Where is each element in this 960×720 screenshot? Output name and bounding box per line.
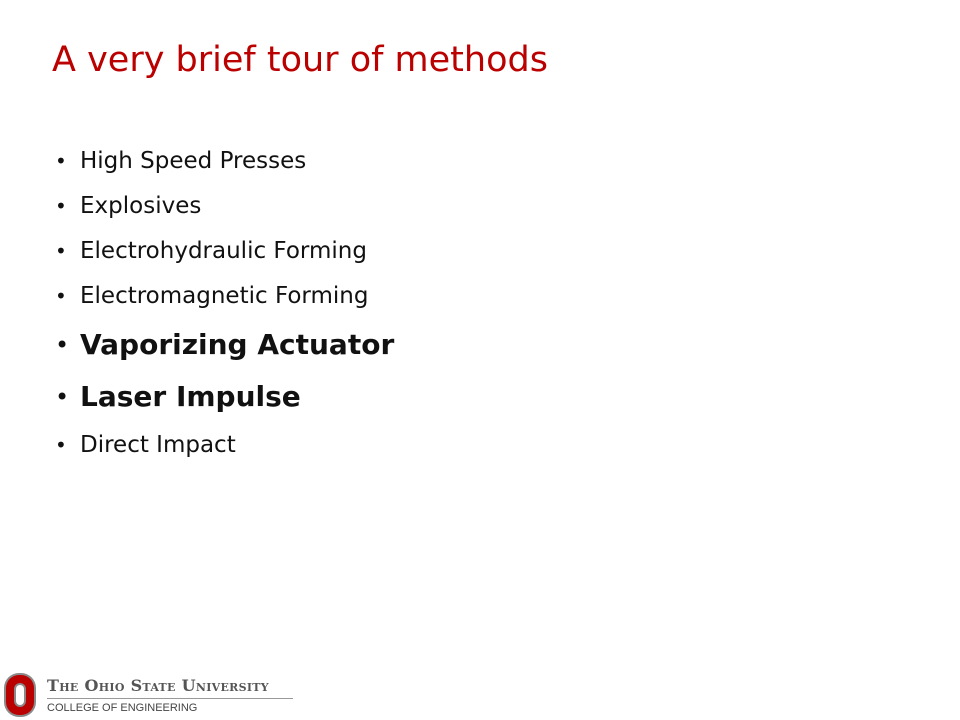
bullet-dot-icon: •	[55, 284, 67, 308]
bullet-item	[52, 230, 752, 275]
bullet-text: Vaporizing Actuator	[80, 328, 395, 361]
bullet-dot-icon: •	[55, 149, 67, 173]
bullet-text: Direct Impact	[80, 432, 236, 458]
slide-title: A very brief tour of methods	[52, 40, 548, 80]
bullet-text: High Speed Presses	[80, 148, 307, 174]
bullet-dot-icon: •	[55, 239, 67, 263]
bullet-text: Explosives	[80, 193, 202, 219]
footer-divider	[47, 698, 293, 699]
bullet-text: Laser Impulse	[80, 380, 301, 413]
footer-branding	[3, 668, 303, 718]
university-name: The Ohio State University	[47, 676, 269, 695]
bullet-dot-icon: •	[55, 433, 67, 457]
bullet-text: Electrohydraulic Forming	[80, 238, 367, 264]
bullet-item	[52, 140, 752, 185]
bullet-item	[52, 424, 752, 469]
block-o-logo-icon	[3, 672, 37, 718]
bullet-dot-icon: •	[55, 383, 70, 411]
bullet-text: Electromagnetic Forming	[80, 283, 369, 309]
bullet-dot-icon: •	[55, 194, 67, 218]
bullet-item-emphasized	[52, 320, 752, 372]
bullet-item-emphasized	[52, 372, 752, 424]
college-name: COLLEGE OF ENGINEERING	[47, 702, 198, 714]
bullet-item	[52, 185, 752, 230]
bullet-dot-icon: •	[55, 331, 70, 359]
bullet-item	[52, 275, 752, 320]
bullet-list	[52, 140, 752, 469]
